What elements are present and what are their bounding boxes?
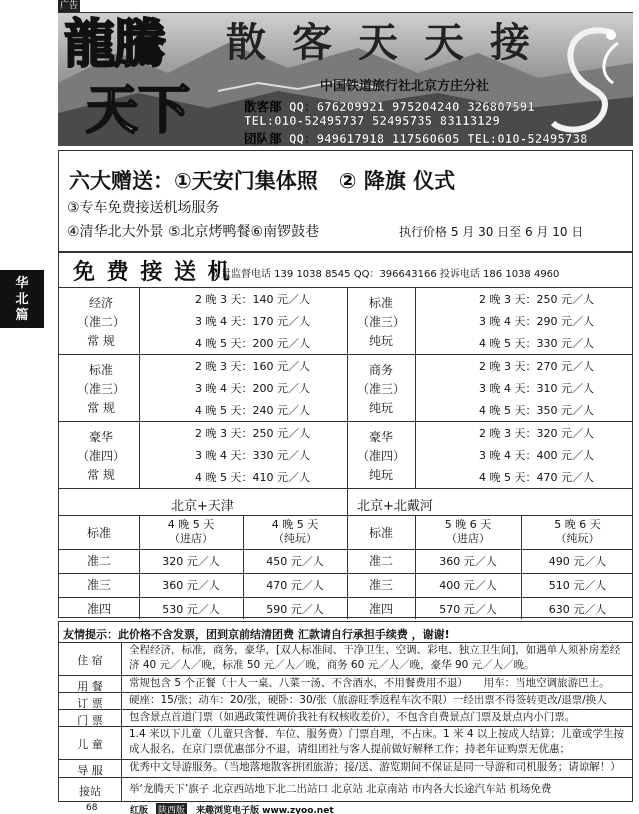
price-panel bbox=[58, 150, 633, 618]
banner-title: 散客天天接 bbox=[226, 19, 556, 66]
route-cell: 470 元／人 bbox=[266, 579, 324, 592]
note-text: 硬座：15/张；动车：20/张，硬卧：30/张（旅游旺季返程车次不限）一经出票不得签转更改/退票/换人 bbox=[129, 694, 607, 706]
note-text: 举‘龙腾天下’旗子 北京西站地下北二出站口 北京站 北京南站 市内各大长途汽车站 机场免费 bbox=[129, 783, 552, 795]
grid-line bbox=[121, 642, 122, 802]
page-footer bbox=[0, 803, 639, 814]
notes-table bbox=[58, 621, 633, 802]
price-item: 3 晚 4 天：200 元／人 bbox=[195, 382, 310, 395]
phoenix-icon bbox=[543, 13, 633, 146]
price-item: 4 晚 5 天：470 元／人 bbox=[479, 471, 594, 484]
package-name: 经济 （准二） 常 规 bbox=[76, 296, 125, 348]
note-label: 导 服 bbox=[77, 764, 103, 777]
price-item: 4 晚 5 天：240 元／人 bbox=[195, 404, 310, 417]
note-label: 订 票 bbox=[77, 697, 103, 710]
price-item: 3 晚 4 天：400 元／人 bbox=[479, 449, 594, 462]
route-header: 5 晚 6 天 （纯玩） bbox=[554, 518, 601, 545]
note-label: 住 宿 bbox=[77, 654, 103, 667]
banner-contact-line3: 团队部 QQ：949617918 117560605 TEL:010-52495738 bbox=[244, 131, 588, 146]
friendly-tip: 友情提示：此价格不含发票，团到京前结清团费 汇款请自行承担手续费 ，谢谢! bbox=[63, 628, 450, 641]
price-item: 3 晚 4 天：330 元／人 bbox=[195, 449, 310, 462]
note-text: 1.4 米以下儿童（儿童只含餐、车位、服务费）门票自理，不占床。1 米 4 以上按成人结算；儿童或学生按成人报名，在京门票优惠部分不退，请组团社与客人提前做好解释工作；持老年证购票无优惠； bbox=[129, 728, 624, 755]
side-tab-char: 篇 bbox=[15, 308, 29, 323]
price-item: 4 晚 5 天：200 元／人 bbox=[195, 337, 310, 350]
gift-line2: ③专车免费接送机场服务 bbox=[67, 200, 220, 216]
route-header: 4 晚 5 天 （纯玩） bbox=[271, 518, 319, 545]
package-name: 标准 （准三） 纯玩 bbox=[356, 296, 405, 348]
logo-text-line2: 天下 bbox=[86, 80, 191, 141]
price-item: 2 晚 3 天：250 元／人 bbox=[195, 427, 310, 440]
note-text: 包含景点首道门票（如遇政策性调价我社有权核收差价），不包含自费景点门票及景点内小门票。 bbox=[129, 711, 576, 723]
grid-line bbox=[59, 488, 632, 489]
package-name: 豪华 （准四） 常 规 bbox=[76, 430, 125, 482]
route-header: 5 晚 6 天 （进店） bbox=[444, 518, 492, 545]
route-cell: 360 元／人 bbox=[162, 579, 220, 592]
route-cell: 准四 bbox=[86, 602, 111, 616]
edition-badge: 陕西版 bbox=[156, 803, 187, 814]
divider bbox=[59, 287, 632, 288]
route-cell: 510 元／人 bbox=[548, 579, 607, 592]
side-tab-char: 华 bbox=[15, 276, 29, 291]
price-item: 2 晚 3 天：270 元／人 bbox=[479, 360, 594, 373]
grid-line bbox=[59, 777, 632, 778]
price-item: 3 晚 4 天：290 元／人 bbox=[479, 315, 594, 328]
route-cell: 准二 bbox=[86, 554, 111, 568]
note-label: 儿 童 bbox=[77, 738, 103, 751]
note-label: 门 票 bbox=[77, 714, 103, 727]
region-side-tab bbox=[0, 270, 44, 328]
grid-line bbox=[415, 287, 416, 489]
grid-line bbox=[59, 573, 632, 574]
route-cell: 320 元／人 bbox=[162, 555, 220, 568]
price-item: 4 晚 5 天：410 元／人 bbox=[195, 471, 310, 484]
price-item: 4 晚 5 天：330 元／人 bbox=[479, 337, 594, 350]
price-item: 2 晚 3 天：250 元／人 bbox=[479, 293, 594, 306]
route-cell: 准二 bbox=[368, 554, 393, 568]
grid-line bbox=[59, 515, 632, 516]
grid-line bbox=[347, 287, 348, 489]
route-title-tianjin: 北京+天津 bbox=[171, 499, 234, 514]
route-header: 4 晚 5 天 （进店） bbox=[167, 518, 215, 545]
page-number: 68 bbox=[86, 803, 98, 813]
route-cell: 570 元／人 bbox=[439, 603, 497, 616]
banner bbox=[58, 13, 633, 146]
note-text: 常规包含 5 个正餐（十人一桌、八菜一汤、不含酒水，不用餐费用不退） 用车：当地空调旅游巴士。 bbox=[129, 677, 610, 689]
side-tab-char: 北 bbox=[15, 292, 29, 307]
price-item: 3 晚 4 天：310 元／人 bbox=[479, 382, 594, 395]
price-period: 执行价格 5 月 30 日至 6 月 10 日 bbox=[399, 225, 584, 239]
route-header: 标准 bbox=[86, 526, 111, 540]
route-cell: 360 元／人 bbox=[439, 555, 497, 568]
route-cell: 准三 bbox=[86, 578, 111, 592]
footer-website[interactable]: 来趣浏览电子版 www.zyoo.net bbox=[196, 806, 334, 814]
note-label: 接站 bbox=[79, 785, 101, 798]
route-cell: 450 元／人 bbox=[266, 555, 324, 568]
route-header: 标准 bbox=[368, 526, 393, 540]
grid-line bbox=[59, 597, 632, 598]
note-label: 用 餐 bbox=[77, 680, 103, 693]
route-cell: 400 元／人 bbox=[439, 579, 497, 592]
ad-tag: 广告 bbox=[59, 1, 78, 11]
price-item: 4 晚 5 天：350 元／人 bbox=[479, 404, 594, 417]
package-name: 标准 （准三） 常 规 bbox=[76, 363, 125, 415]
route-cell: 准三 bbox=[368, 578, 393, 592]
grid-line bbox=[139, 287, 140, 489]
pickup-title: 免 费 接 送 机 bbox=[73, 260, 232, 285]
route-cell: 530 元／人 bbox=[162, 603, 220, 616]
price-item: 2 晚 3 天：160 元／人 bbox=[195, 360, 310, 373]
route-cell: 590 元／人 bbox=[266, 603, 324, 616]
route-cell: 490 元／人 bbox=[548, 555, 607, 568]
banner-subtitle: 中国铁道旅行社北京方庄分社 bbox=[320, 79, 490, 94]
gifts-headline: 六大赠送：①天安门集体照 ② 降旗 仪式 bbox=[69, 169, 456, 193]
note-text: 全程经济，标准，商务，豪华，[双人标准间、干净卫生、空调、彩电、独立卫生间]，如遇单人须补房差经济 40 元／人／晚，标准 50 元／人／晚，商务 60 元／人／晚，豪华 90 元／人／晚。 bbox=[129, 644, 621, 671]
banner-contact-line1: 散客部 QQ：676209921 975204240 326807591 bbox=[244, 99, 535, 114]
package-name: 商务 （准三） 纯玩 bbox=[356, 363, 405, 415]
divider bbox=[59, 251, 632, 253]
logo-text-line1: 龍騰 bbox=[64, 14, 165, 75]
grid-line bbox=[59, 421, 632, 422]
route-cell: 准四 bbox=[368, 602, 393, 616]
grid-line bbox=[59, 549, 632, 550]
banner-contact-line2: TEL:010-52495737 52495735 83113129 bbox=[244, 113, 500, 128]
route-cell: 630 元／人 bbox=[548, 603, 607, 616]
price-item: 2 晚 3 天：140 元／人 bbox=[195, 293, 310, 306]
route-title-beidaihe: 北京+北戴河 bbox=[357, 499, 433, 514]
price-item: 2 晚 3 天：320 元／人 bbox=[479, 427, 594, 440]
pickup-contacts: 质量监督电话 139 1038 8545 QQ：396643166 投诉电话 186 1038 4960 bbox=[211, 269, 560, 280]
price-item: 3 晚 4 天：170 元／人 bbox=[195, 315, 310, 328]
note-text: 优秀中文导游服务。（当地落地散客拼团旅游；接/送、游览期间不保证是同一导游和司机服务；请谅解！） bbox=[129, 761, 621, 773]
edition-label: 红版 bbox=[130, 806, 149, 814]
gift-line3: ④清华北大外景 ⑤北京烤鸭餐⑥南锣鼓巷 bbox=[67, 224, 320, 240]
package-name: 豪华 （准四） 纯玩 bbox=[356, 430, 405, 482]
grid-line bbox=[59, 354, 632, 355]
